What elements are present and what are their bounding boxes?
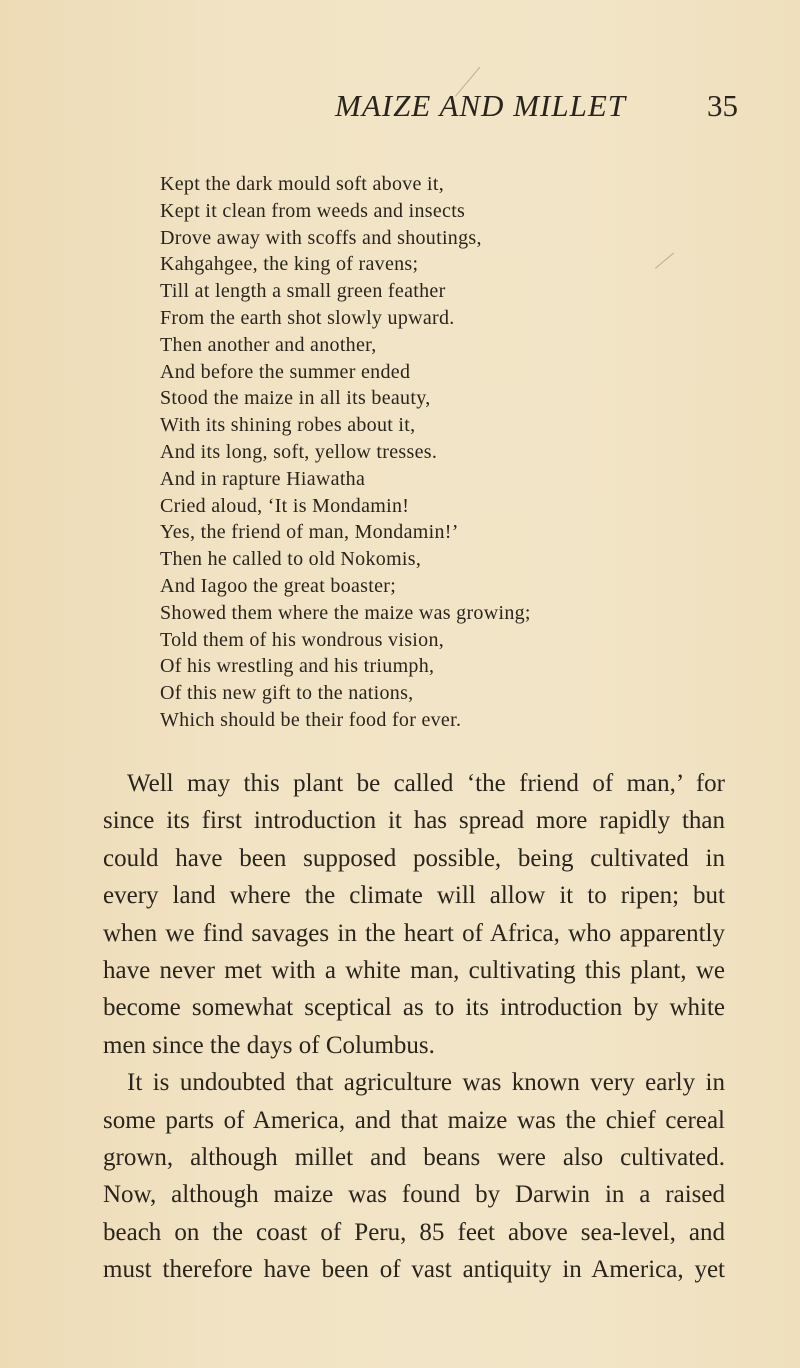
poem-line: Which should be their food for ever. (160, 708, 462, 731)
poem-line: With its shining robes about it, (160, 414, 416, 437)
poem-line: Cried aloud, ‘It is Mondamin! (160, 494, 410, 517)
poem-line: Kept the dark mould soft above it, (160, 173, 445, 195)
text-line: become somewhat sceptical as to its introduction by white (103, 994, 725, 1022)
body-text (103, 765, 725, 1289)
poem-line: Told them of his wondrous vision, (160, 628, 445, 651)
poem-line: Of his wrestling and his triumph, (160, 655, 435, 678)
running-title: MAIZE AND MILLET (335, 88, 627, 123)
text-line: It is undoubted that agriculture was known very early in (127, 1069, 725, 1097)
poem-line: And before the summer ended (160, 360, 411, 383)
text-line: men since the days of Columbus. (103, 1031, 435, 1059)
text-line: must therefore have been of vast antiquity in America, yet (103, 1256, 725, 1284)
poem-line: Then he called to old Nokomis, (160, 548, 422, 571)
text-line: Well may this plant be called ‘the friend of man,’ for (127, 770, 725, 797)
poem-line: And its long, soft, yellow tresses. (160, 440, 438, 463)
text-line: Now, although maize was found by Darwin in a raised (103, 1181, 725, 1209)
text-line: grown, although millet and beans were also cultivated. (103, 1144, 725, 1172)
text-line: when we find savages in the heart of Africa, who apparently (103, 919, 725, 947)
page-header (0, 88, 800, 138)
text-line: since its first introduction it has spread more rapidly than (103, 807, 725, 835)
text-line: beach on the coast of Peru, 85 feet above sea-level, and (103, 1218, 725, 1246)
poem-line: Stood the maize in all its beauty, (160, 387, 431, 410)
poem-line: Then another and another, (160, 333, 377, 356)
poem-line: Till at length a small green feather (160, 280, 446, 303)
poem-line: Drove away with scoffs and shoutings, (160, 226, 482, 249)
text-line: every land where the climate will allow it to ripen; but (103, 882, 725, 910)
text-line: could have been supposed possible, being cultivated in (103, 844, 725, 872)
poem-line: Showed them where the maize was growing; (160, 601, 531, 624)
poem-line: Of this new gift to the nations, (160, 682, 414, 705)
paragraph (103, 1064, 725, 1288)
page-number: 35 (707, 88, 738, 123)
text-line: have never met with a white man, cultivating this plant, we (103, 957, 725, 985)
paragraph (103, 765, 725, 1064)
poem-excerpt (160, 171, 720, 734)
poem-line: Kahgahgee, the king of ravens; (160, 253, 419, 276)
poem-line: From the earth shot slowly upward. (160, 306, 455, 329)
poem-line: And in rapture Hiawatha (160, 467, 366, 490)
poem-line: Yes, the friend of man, Mondamin!’ (160, 521, 459, 544)
poem-line: Kept it clean from weeds and insects (160, 199, 466, 222)
text-line: some parts of America, and that maize was the chief cereal (103, 1106, 725, 1134)
poem-line: And Iagoo the great boaster; (160, 574, 397, 597)
